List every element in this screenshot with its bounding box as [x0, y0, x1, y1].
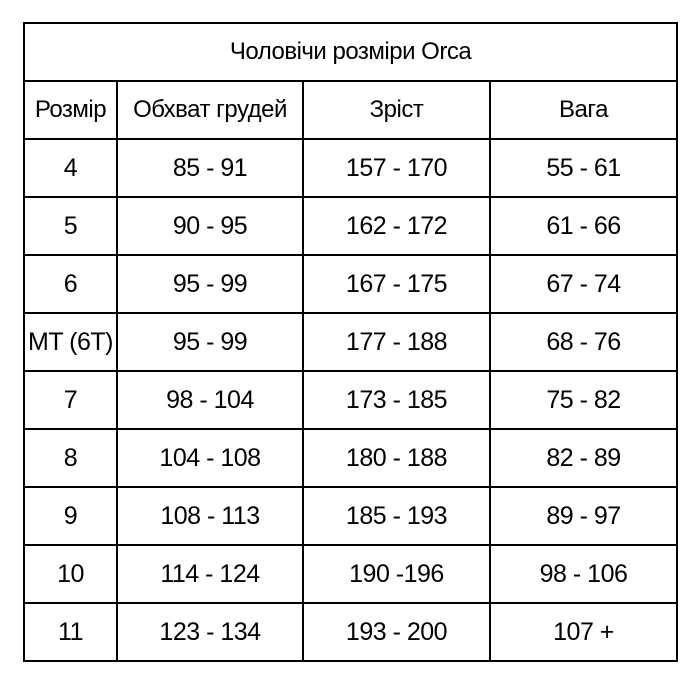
cell-chest: 85 - 91: [117, 139, 303, 197]
cell-chest: 104 - 108: [117, 429, 303, 487]
table-row: [24, 371, 677, 429]
header-height: Зріст: [303, 81, 490, 139]
table-row: [24, 197, 677, 255]
cell-size: 5: [24, 197, 117, 255]
cell-height: 157 - 170: [303, 139, 490, 197]
cell-chest: 114 - 124: [117, 545, 303, 603]
table-row: [24, 603, 677, 661]
cell-chest: 95 - 99: [117, 255, 303, 313]
cell-weight: 68 - 76: [490, 313, 677, 371]
table-row: [24, 255, 677, 313]
cell-size: 8: [24, 429, 117, 487]
cell-weight: 82 - 89: [490, 429, 677, 487]
cell-height: 167 - 175: [303, 255, 490, 313]
cell-weight: 89 - 97: [490, 487, 677, 545]
cell-height: 180 - 188: [303, 429, 490, 487]
header-row: [24, 81, 677, 139]
cell-height: 177 - 188: [303, 313, 490, 371]
cell-size: 11: [24, 603, 117, 661]
table-row: [24, 545, 677, 603]
cell-weight: 107 +: [490, 603, 677, 661]
table-title: Чоловічи розміри Orca: [24, 23, 677, 81]
cell-size: 6: [24, 255, 117, 313]
size-chart-table: [23, 22, 678, 662]
cell-weight: 98 - 106: [490, 545, 677, 603]
cell-weight: 61 - 66: [490, 197, 677, 255]
cell-height: 193 - 200: [303, 603, 490, 661]
table-row: [24, 313, 677, 371]
table-row: [24, 429, 677, 487]
cell-height: 162 - 172: [303, 197, 490, 255]
cell-chest: 90 - 95: [117, 197, 303, 255]
header-size: Розмір: [24, 81, 117, 139]
cell-chest: 98 - 104: [117, 371, 303, 429]
cell-chest: 95 - 99: [117, 313, 303, 371]
cell-height: 190 -196: [303, 545, 490, 603]
cell-weight: 75 - 82: [490, 371, 677, 429]
cell-height: 185 - 193: [303, 487, 490, 545]
cell-size: 4: [24, 139, 117, 197]
cell-weight: 55 - 61: [490, 139, 677, 197]
cell-size: 7: [24, 371, 117, 429]
title-row: [24, 23, 677, 81]
cell-size: 10: [24, 545, 117, 603]
cell-chest: 108 - 113: [117, 487, 303, 545]
table-row: [24, 487, 677, 545]
cell-size: MT (6T): [24, 313, 117, 371]
cell-height: 173 - 185: [303, 371, 490, 429]
cell-weight: 67 - 74: [490, 255, 677, 313]
cell-size: 9: [24, 487, 117, 545]
cell-chest: 123 - 134: [117, 603, 303, 661]
header-weight: Вага: [490, 81, 677, 139]
table-row: [24, 139, 677, 197]
header-chest: Обхват грудей: [117, 81, 303, 139]
